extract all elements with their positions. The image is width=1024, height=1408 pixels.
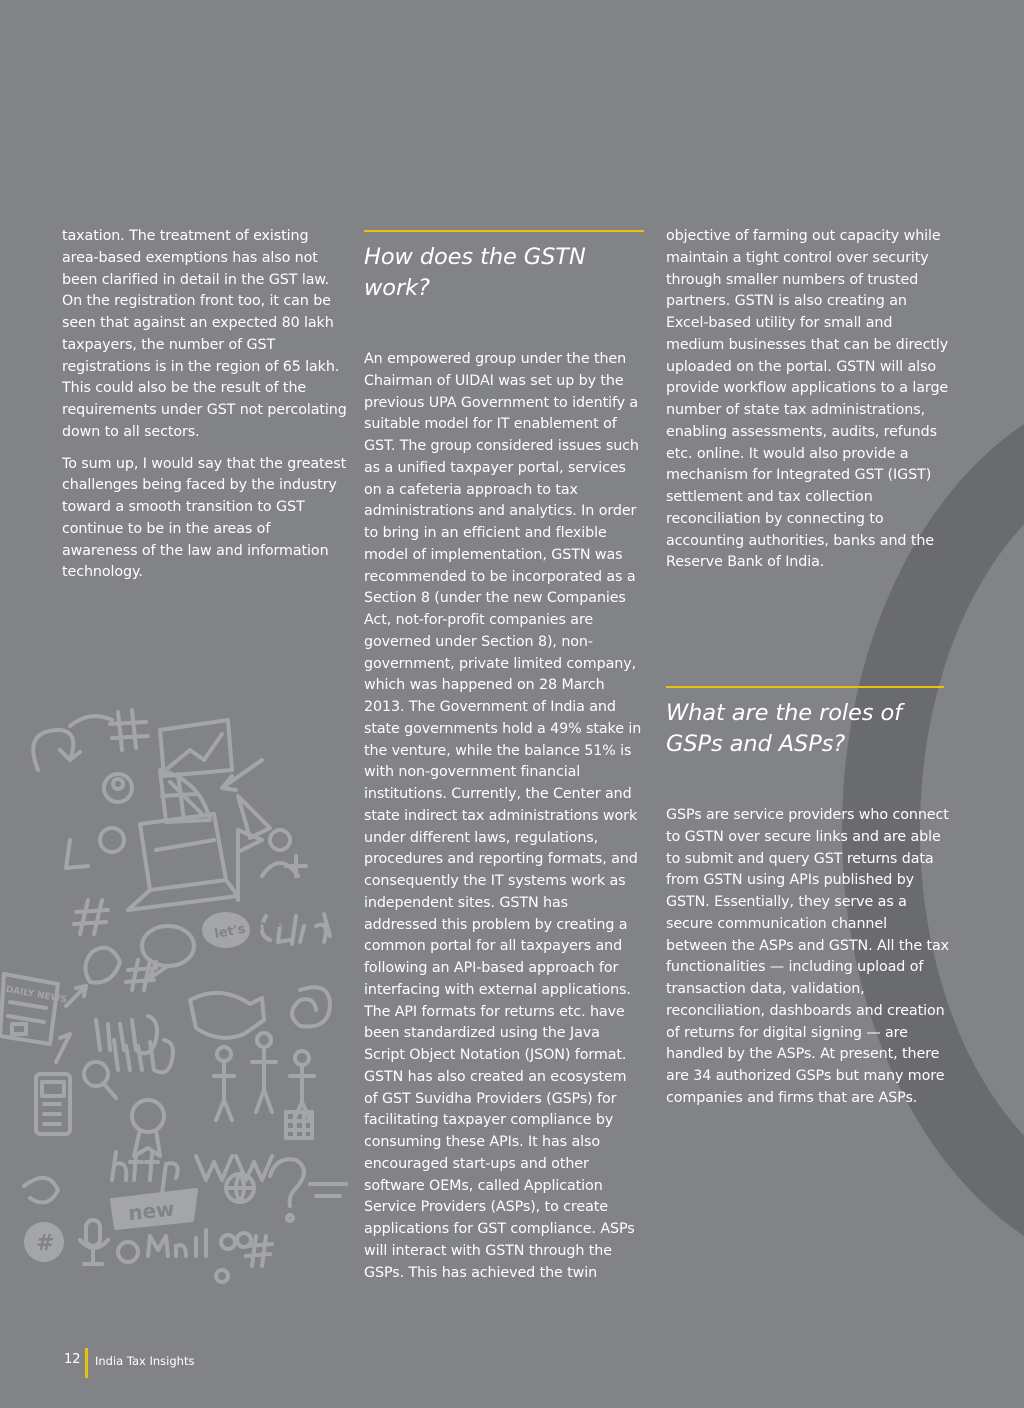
body-paragraph: To sum up, I would say that the greatest challenges being faced by the industry toward a smooth transition to GST continue to be in the areas of awareness of the law and information technology. [62,455,347,581]
communication-doodle-illustration [0,690,360,1290]
doodle-text-ring-2: ring [112,1070,115,1071]
section-rule [364,230,644,232]
doodle-text-http: http://www. [112,1180,119,1181]
doodle-text-hash-2: # [88,934,89,935]
doodle-text-mail: @mail [124,1256,128,1257]
doodle-text-hash-3: # [256,1266,257,1267]
doodle-text-ring-1: ring [92,1050,95,1051]
section-heading-gstn: How does the GSTN work? [364,244,586,301]
body-paragraph: objective of farming out capacity while maintain a tight control over security through smaller numbers of trusted partners. GSTN is also creating an Excel-based utility for small and medium businesses that can be directly uploaded on the portal. GSTN will also provide workflow applications to a large number of state tax administrations, enabling assessments, audits, refunds etc. online. It would also provide a mechanism for Integrated GST (IGST) settlement and tax collection reconciliation by connecting to accounting authorities, banks and the Reserve Bank of India. [666,228,949,571]
column-2 [364,226,644,1294]
doodle-text-new: new [126,1196,176,1226]
doodle-text-at-1: @ [112,840,113,841]
doodle-text-newspaper: DAILY NEWS [4,984,68,1006]
doodle-text-lets: let's chat [213,915,283,942]
section-heading-gsps-asps: What are the roles of GSPs and ASPs? [666,700,902,757]
body-paragraph: An empowered group under the then Chairman of UIDAI was set up by the previous UPA Government to identify a suitable model for IT enablement of GST. The group considered issues such as a unified taxpayer portal, services on a cafeteria approach to tax administrations and analytics. In order to bring in an efficient and flexible model of implementation, GSTN was recommended to be incorporated as a Section 8 (under the new Companies Act, not-for-profit companies are governed under Section 8), non-government, private limited company, which was happened on 28 March 2013. The Government of India and state governments hold a 49% stake in the venture, while the balance 51% is with non-government financial institutions. Currently, the Center and state indirect tax administrations work under different laws, regulations, procedures and reporting formats, and consequently the IT systems work as independent sites. GSTN has addressed this problem by creating a common portal for all taxpayers and following an API-based approach for interfacing with external applications. The API formats for returns etc. have been standardized using the Java Script Object Notation (JSON) format. GSTN has also created an ecosystem of GST Suvidha Providers (GSPs) for facilitating taxpayer compliance by consuming these APIs. It has also encouraged start-ups and other software OEMs, called Application Service Providers (ASPs), to create applications for GST compliance. ASPs will interact with GSTN through the GSPs. This has achieved the twin [364,351,642,1281]
page-number: 12 [64,1352,81,1367]
doodle-text-at-2: @ [168,946,169,947]
doodle-text-hash: # [36,1231,55,1256]
section-rule [666,686,944,688]
publication-name: India Tax Insights [95,1354,195,1368]
column-3 [666,226,951,1120]
footer-divider [85,1348,88,1378]
body-paragraph: taxation. The treatment of existing area-based exemptions has also not been clarified in detail in the GST law. On the registration front too, it can be seen that against an expected 80 lakh taxpayers, the number of GST registrations is in the region of 65 lakh. This could also be the result of the requirements under GST not percolating down to all sectors. [62,228,347,440]
column-1 [62,226,347,594]
body-paragraph: GSPs are service providers who connect to GSTN over secure links and are able to submit and query GST returns data from GSTN using APIs published by GSTN. Essentially, they serve as a secure communication channel between the ASPs and GSTN. All the tax functionalities — including upload of transaction data, validation, reconciliation, dashboards and creation of returns for digital signing — are handled by the ASPs. At present, there are 34 authorized GSPs but many more companies and firms that are ASPs. [666,807,950,1106]
